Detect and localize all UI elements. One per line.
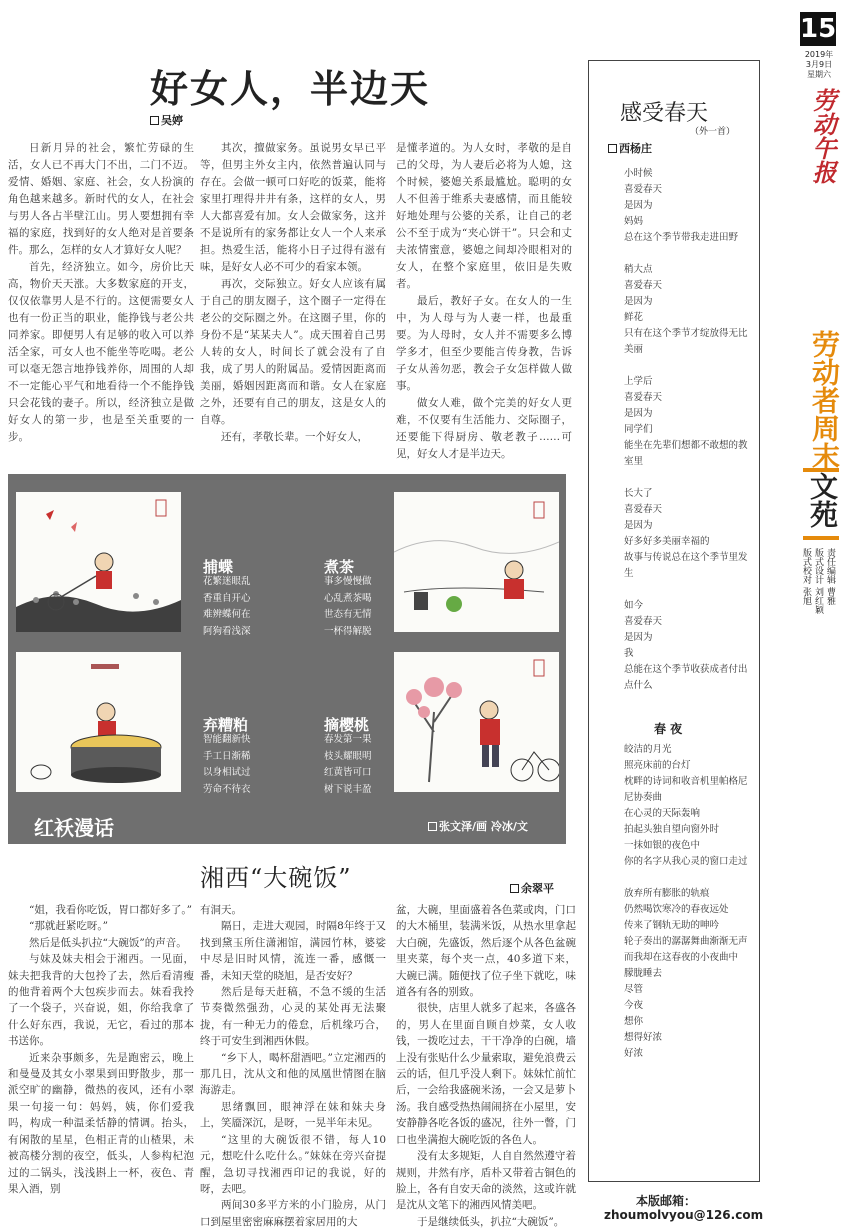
poem-line: 是因为: [624, 296, 653, 307]
cartoon-title-3: 弃糟粕: [203, 716, 249, 734]
poem-line: 喜爱春天: [624, 184, 663, 195]
poem-line: 是因为: [624, 408, 653, 419]
article2-col2: 有洞天。 隔日，走进大观园，时隔8年终于又找到黛玉所住潇湘馆，满园竹林，婆娑中尽是旧时风情，流连一番，感慨一番，未知天堂的晓旭，是否安好？ 然后是每天赶稿，不急不缓的生活节奏微然强劲，心灵的某处再无法聚拢，有一种无力的倦怠，后机缘巧合，终于可安生到湘西休假。 “乡下人，喝杯甜酒吧。”立定湘西的那几日，沈从文和他的凤凰世情图在脑海游走。 思绪飘回，眼神浮在妹和妹夫身上，笑靥深沉，是呀，一晃半年未见。 “这里的大碗饭很不错，每人10元，想吃什么吃什么。”妹妹在旁兴奋提醒，急切寻找湘西印记的我说，好的呀，去吧。 两间30多平方米的小门脸房，从门口到屋里密密麻麻摆着家居用的大: [200, 904, 386, 1228]
poem-line: 好浓: [624, 1048, 644, 1059]
poem-line: 是因为: [624, 632, 653, 643]
credits: 责任编辑 曹雅 版式设计 刘红颖 版式校对 张旭: [801, 548, 835, 614]
cartoon-cherry: [394, 652, 559, 792]
article2-col3: 盆，大碗，里面盛着各色菜或肉，门口的大木桶里，装满米饭，从热水里拿起大白碗，先盛饭，然后逐个从各色盆碗里夹菜，每个夹一点，40多道下来，大碗已满。随便找了位子坐下就吃，味道各有各的别致。 很快，店里人就多了起来，各盛各的，男人在里面自顾自炒菜，女人收钱，一拨吃过去，干干净净的白碗，墙上没有张贴什么少量索取，避免浪费云云的话，但几乎没人剩下。妹妹忙前忙后，一会给我盛碗米汤，一会又是萝卜汤。我自感受热热闹闹挤在小屋里，安安静静各吃各饭的盛况，往外一瞥，门口也坐满抱大碗吃饭的各色人。 没有太多规矩，人自自然然遵守着规则，井然有序，盾朴又带着古铜色的脸上，各有自安天命的淡然，这或许就是沈从文笔下的湘西风情美吧。 于是继续低头，扒拉“大碗饭”。: [396, 904, 576, 1228]
poem-line: 皎洁的月光: [624, 744, 672, 755]
poem-line: 只有在这个季节才绽放得无比美丽: [624, 328, 748, 355]
poem-line: 好多好多美丽幸福的: [624, 536, 710, 547]
poem-line: 小时候: [624, 168, 653, 179]
poem-line: 稍大点: [624, 264, 653, 275]
poem-line: 而我却在这春夜的小夜曲中: [624, 952, 739, 963]
poem-subtitle: （外一首）: [690, 127, 736, 137]
poem-line: [606, 582, 756, 598]
panel-name: 红袄漫话: [34, 816, 114, 840]
cartoon-verse-2: 事多慢慢做 心乱煮茶喝 世态有无情 一杯得解脱: [324, 576, 372, 637]
poem-line: 能坐在先辈们想都不敢想的教室里: [624, 440, 748, 467]
cartoon-title-4: 摘樱桃: [324, 716, 370, 734]
poem-line: 传来了钢轨无助的呻吟: [624, 920, 720, 931]
poem-line: 想得好浓: [624, 1032, 663, 1043]
cartoon-title-1: 捕蝶: [203, 558, 234, 576]
poem-line: 鲜花: [624, 312, 644, 323]
cartoon-verse-4: 春发第一果 枝头耀眼明 红黄皆可口 树下说丰盈: [324, 734, 372, 795]
page-number: 15: [800, 14, 837, 44]
poem-line: 拍起头独自望向窗外时: [624, 824, 720, 835]
poem-line: [606, 870, 756, 886]
paper-logo: 劳动午报: [808, 88, 837, 184]
footer-email[interactable]: zhoumolvyou@126.com: [604, 1208, 764, 1222]
poem-line: 想你: [624, 1016, 644, 1027]
article1-col3: 是懂孝道的。为人女时，孝敬的是自己的父母，为人妻后必将为人媳，这个时候，婆媳关系最尴尬。聪明的女人不但善于维系夫妻感情，而且能较好地处理与公婆的关系，让自己的老公不至于成为“夹心饼干”。只会和丈夫浓情蜜意，婆媳之间却冷眼相对的女人，在整个家庭里，依旧是失败者。 最后，教好子女。在女人的一生中，为人母与为人妻一样，也最重要。为人母时，女人并不需要多么博学多才，但至少要能言传身教，告诉子女从善勿恶，教会子女怎样做人做事。 做女人难，做个完美的好女人更难，不仅要有生活能力、交际圈子，还要能下得厨房、敬老教子……可见，好女人才是半边天。: [396, 142, 572, 460]
article1-col2: 其次，擅做家务。虽说男女早已平等，但男主外女主内，依然普遍认同与存在。会做一顿可口好吃的饭菜，能将家里打理得井井有条，这样的女人，男人大都喜爱有加。女人会做家务，这并不是说所有的家务都让女人一个人来承担。热爱生活，能将小日子过得有滋有味，是好女人必不可少的看家本领。 再次，交际独立。好女人应该有属于自己的朋友圈子，这个圈子一定得在老公的交际圈之外。在这圈子里，你的身份不是“某某夫人”。成天围着自己男人转的女人，时间长了就会没有了自我，成了男人的附属品。爱情因距离而美丽，婚姻因距离而和谐。女人在家庭之外，还要有自己的朋友，这是女人的自尊。 还有，孝敬长辈。一个好女人，: [200, 142, 386, 443]
poem-line: 是因为: [624, 200, 653, 211]
article1-author: 吴婷: [150, 112, 183, 128]
cartoon-butterfly: [16, 492, 181, 632]
article1-col1: 日新月异的社会，繁忙劳碌的生活，女人已不再大门不出，二门不迈。爱情、婚姻、家庭、社会，女人扮演的角色越来越多。新时代的女人，在社会与男人各占半壁江山。男人要想拥有幸福的家庭，找到好的女人绝对是首要条件。那么，怎样的女人才算好女人呢？ 首先，经济独立。如今，房价比天高，物价天天涨。大多数家庭的开支，仅仅依靠男人是不行的。这便需要女人也有一份正当的职业，能挣钱与老公共同养家。即便男人有足够的收入可以养活全家，可女人也不能坐等吃喝。老公可以毫无怨言地挣钱养你，周围的人却不一定能心平气和地看待一个不能挣钱只会花钱的妻子。所以，经济独立是做好女人的第一步，也是至关重要的一步。: [8, 142, 194, 443]
poem-line: 同学们: [624, 424, 653, 435]
article2-col1: “姐，我看你吃饭，胃口都好多了。” “那就赶紧吃呀。” 然后是低头扒拉“大碗饭”的声音。 与妹及妹夫相会于湘西。一见面，妹夫把我背的大包拎了去，然后看清瘦的他背着两个大包疾步而去。妹看我拎了一个袋子，兴奋说，姐，你给我拿了什么好东西，我说，无它，看过的那本书送你。 近来杂事颇多，先是跑密云，晚上和曼曼及其女小翠果到田野散步，那一派空旷的幽静，微热的夜风，还有小翠果一句接一句：妈妈，姨，你们爱我吗，构成一种温柔恬静的情调。抬头，有闲散的星星，色相正青的山楂果，未被高楼分割的夜空，低头，人参构杞泡过的二锅头，浅浅斟上一杯，夜色、青果入酒，别: [8, 904, 194, 1195]
footer-label: 本版邮箱：: [636, 1194, 697, 1208]
cartoon-verse-3: 智能翻新快 手工日渐稀 以身相试过 劳命不待衣: [203, 734, 251, 795]
poem-line: 仍然喝饮寒冷的春夜远处: [624, 904, 729, 915]
poem-line: 枕畔的诗词和收音机里帕格尼尼协奏曲: [624, 776, 748, 803]
cartoon-panel: [8, 474, 566, 844]
cartoon-dregs: [16, 652, 181, 792]
poem-line: 总在这个季节带我走进田野: [624, 232, 739, 243]
poem-title: 感受春天: [620, 101, 709, 126]
poem-line: 照亮床前的台灯: [624, 760, 691, 771]
poem-line: 一抹如银的夜色中: [624, 840, 701, 851]
article1-title: 好女人，半边天: [150, 67, 431, 111]
poem-line: 在心灵的天际轰响: [624, 808, 701, 819]
poem-author: 西杨庄: [608, 140, 652, 156]
poem2-title: 春 夜: [654, 722, 683, 736]
poem-line: 妈妈: [624, 216, 644, 227]
poem-line: 我: [624, 648, 634, 659]
cartoon-tea: [394, 492, 559, 632]
poem-line: 今夜: [624, 1000, 644, 1011]
poem-line: 喜爱春天: [624, 616, 663, 627]
poem-line: [606, 246, 756, 262]
section-name: 劳动者周末: [808, 330, 841, 470]
poem2-body: [606, 742, 756, 1062]
poem-line: 放弃所有膨胀的轨痕: [624, 888, 710, 899]
issue-date: 2019年 3月9日 星期六: [804, 50, 834, 79]
cartoon-verse-1: 花繁迷眼乱 香重自开心 难辨蝶何在 阿狗看浅深: [203, 576, 251, 637]
poem-line: [606, 358, 756, 374]
panel-credit: 张文泽/画 冷冰/文: [428, 818, 528, 834]
poem-body: [606, 166, 756, 694]
poem-line: 喜爱春天: [624, 392, 663, 403]
poem-line: [606, 470, 756, 486]
cartoon-title-2: 煮茶: [324, 558, 355, 576]
article2-author: 余翠平: [510, 880, 554, 896]
poem-line: 喜爱春天: [624, 504, 663, 515]
article2-title: 湘西“大碗饭”: [200, 864, 352, 892]
poem-line: 上学后: [624, 376, 653, 387]
poem-line: 喜爱春天: [624, 280, 663, 291]
poem-line: 轮子奏出的潺潺舞曲渐渐无声: [624, 936, 748, 947]
section-col: 文苑: [803, 468, 839, 540]
poem-line: 故事与传说总在这个季节里发生: [624, 552, 748, 579]
poem-line: 朦胧睡去: [624, 968, 663, 979]
poem-line: 尽管: [624, 984, 644, 995]
poem-line: 长大了: [624, 488, 653, 499]
poem-line: 如今: [624, 600, 644, 611]
poem-line: 是因为: [624, 520, 653, 531]
poem-line: 你的名字从我心灵的窗口走过: [624, 856, 748, 867]
poem-line: 总能在这个季节收获成者付出点什么: [624, 664, 748, 691]
